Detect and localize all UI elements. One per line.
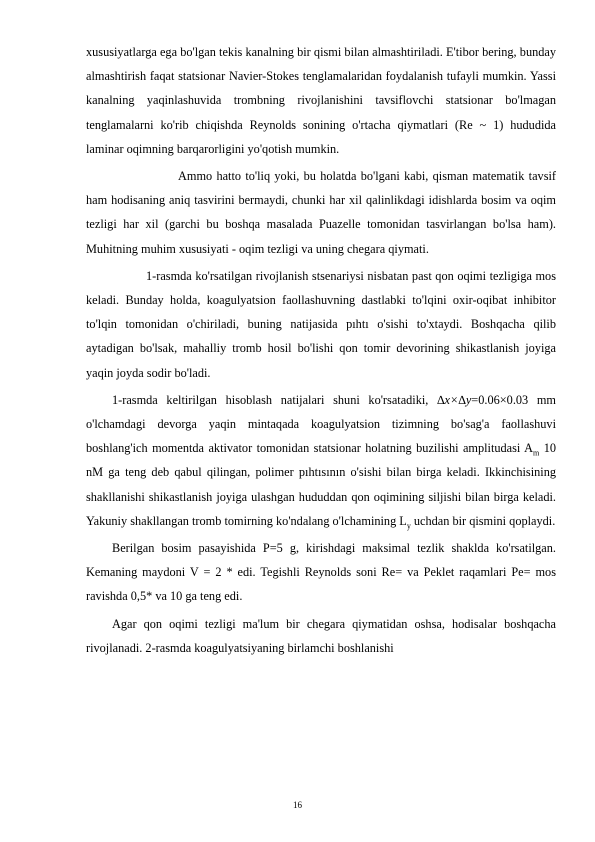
paragraph-4-end: uchdan bir qismini qoplaydi. xyxy=(410,513,556,528)
paragraph-4 xyxy=(86,388,556,533)
paragraph-4-after-formula: =0.06×0.03 mm o'lchamdagi devorga yaqin mintaqada koagulyatsion tizimning bo'sag'a faollashuvi boshlang'ich momentda aktivator tomonidan statsionar holatning buzilishi amplitudasi A xyxy=(86,392,557,456)
paragraph-4-before: 1-rasmda keltirilgan hisoblash natijalari shuni ko'rsatadiki, xyxy=(112,392,438,407)
paragraph-4-formula: ∆x×∆y xyxy=(437,392,472,407)
paragraph-4-subscript-y: y xyxy=(406,521,411,531)
page-number: 16 xyxy=(293,800,302,810)
paragraph-5: Berilgan bosim pasayishida P=5 g, kirishdagi maksimal tezlik shaklda ko'rsatilgan. Kemaning maydoni V = 2 * edi. Tegishli Reynolds soni Re= va Peklet raqamlari Pe= mos ravishda 0,5* va 10 ga teng edi. xyxy=(86,541,556,604)
paragraph-4-subscript-m: m xyxy=(533,448,540,458)
paragraph-3: 1-rasmda ko'rsatilgan rivojlanish stsenariysi nisbatan past qon oqimi tezligiga mos keladi. Bunday holda, koagulyatsion faollashuvning dastlabki to'lqini oxir-oqibat inhibitor to'lqin tomonidan o'chiriladi, buning natijasida pıhtı o'sishi to'xtaydi. Boshqacha qilib aytadigan bo'lsak, mahalliy tromb hosil bo'lishi qon tomir devorining shikastlanish joyiga yaqin joyda sodir bo'ladi. xyxy=(86,268,556,380)
paragraph-6: Agar qon oqimi tezligi ma'lum bir chegara qiymatidan oshsa, hodisalar boshqacha rivojlanadi. 2-rasmda koagulyatsiyaning birlamchi boshlanishi xyxy=(86,616,556,655)
paragraph-1: xususiyatlarga ega bo'lgan tekis kanalning bir qismi bilan almashtiriladi. E'tibor bering, bunday almashtirish faqat statsionar Navier-Stokes tenglamalaridan foydalanish tufayli mumkin. Yassi kanalning yaqinlashuvida trombning rivojlanishini tavsiflovchi statsionar bo'lmagan tenglamalarni ko'rib chiqishda Reynolds sonining o'rtacha qiymatlari (Re ~ 1) hududida laminar oqimning barqarorligini yo'qotish mumkin. xyxy=(86,45,556,156)
paragraph-4-middle: 10 nM ga teng deb qabul qilingan, polimer pıhtısının o'sishi bilan birga keladi. Ikkinchisining shakllanishi shikastlanish joyiga ulashgan hududdan qon oqimining siljishi bilan birga keladi. Yakuniy shakllangan tromb tomirning ko'ndalang o'lchamining L xyxy=(86,441,556,528)
paragraph-2: Ammo hatto to'liq yoki, bu holatda bo'lgani kabi, qisman matematik tavsif ham hodisaning aniq tasvirini bermaydi, chunki har xil qalinlikdagi idishlarda bosim va oqim tezligi har xil (garchi bu boshqa masalada Puazelle tomonidan tasvirlangan bo'lsa ham). Muhitning muhim xususiyati - oqim tezligi va uning chegara qiymati. xyxy=(86,169,556,256)
document-body xyxy=(86,40,556,663)
